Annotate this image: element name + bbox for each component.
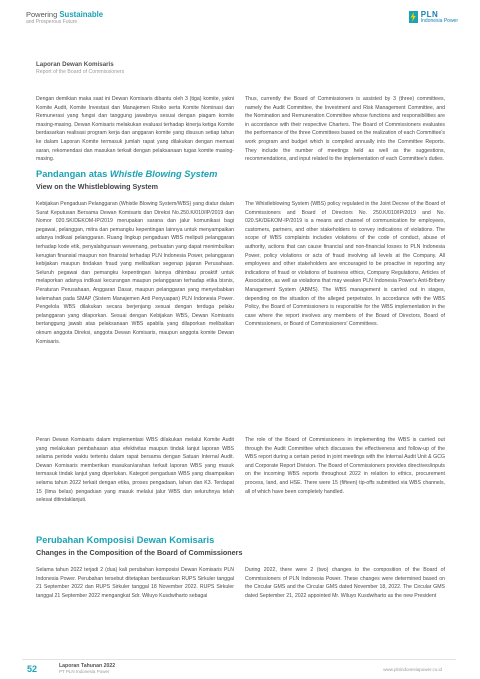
composition-heading-id: Perubahan Komposisi Dewan Komisaris — [36, 535, 215, 545]
footer-url[interactable]: www.plnindonesiapower.co.id — [383, 667, 442, 672]
composition-paragraph-id: Selama tahun 2022 terjadi 2 (dua) kali perubahan komposisi Dewan Komisaris PLN Indonesia Power. Perubahan tersebut ditetapkan berdasarkan RUPS Sirkuler tanggal 21 September 2022 dan RUPS Sirkuler tanggal 18 November 2022. RUPS Sirkuler tanggal 21 September 2022 mengangkat Sdr. Wiluyo Kusdwiharto sebagai — [36, 567, 234, 599]
wbs-paragraph2-id: Peran Dewan Komisaris dalam implementasi WBS dilakukan melalui Komite Audit yang melakukan pembahasan atas efektivitas maupun tindak lanjut laporan WBS selama periode waktu tertentu dalam rapat bersama dengan Satuan Internal Audit. Dewan Komisaris memberikan masukan/arahan terkait laporan WBS yang masuk termasuk tindak lanjut yang diperlukan. Kategori pengaduan WBS yang disampaikan selama tahun 2022 terkait dengan etika, proses pengadaan, lahan dan K3. Terdapat 15 (lima belas) pengaduan yang masuk melalui jalur WBS dan seluruhnya telah selesai ditindaklanjuti. — [36, 437, 234, 504]
lightning-bolt-icon — [409, 11, 418, 23]
wbs-paragraph1-en: The Whistleblowing System (WBS) policy regulated in the Joint Decree of the Board of Commissioners and Board of Directors No. 250.K/010/IP/2019 and No. 020.SK/DEKOM-IP/2019 is a means and channel of communication for employees, customers, partners, and other stakeholders to convey indications of violations. The scope of WBS complaints includes violations of the code of conduct, abuse of authority, actions that can cause financial and non-financial losses to PLN Indonesia Power, policy violations or acts of fraud involving all levels at the Company. All employees and other stakeholders are encouraged to be proactive in reporting any indications of fraud or violations of business ethics, Company Regulations, Articles of Association, as well as violations that may weaken PLN Indonesia Power's Anti-Bribery Management System (ABMS). The WBS management is carried out in stages, depending on the situation of the alleged perpetrator. In accordance with the WBS Policy, the Board of Commissioners is responsible for the WBS implementation in the case where the report involves any members of the Board of Directors, Board of Commissioners, or Board of Commissioners' Committees. — [245, 201, 445, 328]
page-number: 52 — [27, 664, 38, 674]
logo-name: PLN — [420, 10, 439, 19]
composition-paragraph-en: During 2022, there were 2 (two) changes to the composition of the Board of Commissioners of PLN Indonesia Power. These changes were determined based on the Circular GMS and the Circular GMS dated November 18, 2022. The Circular GMS dated September 21, 2022 appointed Mr. Wiluyo Kusdwiharto as the new President — [245, 567, 445, 599]
header-tagline — [26, 11, 103, 25]
wbs-paragraph1-id: Kebijakan Pengaduan Pelanggaran (Whistle Blowing System/WBS) yang diatur dalam Surat Keputusan Bersama Dewan Komisaris dan Direksi No.250.K/010/IP/2019 dan Nomor 020.SK/DEKOM-IP/2019 merupakan sarana dan jalur komunikasi bagi pegawai, pelanggan, mitra dan pemangku kepentingan lainnya untuk menyampaikan adanya indikasi pelanggaran. Ruang lingkup pengaduan WBS meliputi pelanggaran terhadap kode etik, penyalahgunaan wewenang, perbuatan yang dapat menimbulkan kerugian finansial maupun non finansial terhadap PLN Indonesia Power, pelanggaran kebijakan maupun tindakan fraud yang melibatkan segenap jajaran Perusahaan. Seluruh pegawai dan pemangku kepentingan lainnya dihimbau proaktif untuk melaporkan adanya indikasi kecurangan maupun pelanggaran terhadap etika bisnis, Peraturan Perusahaan, Anggaran Dasar, maupun pelanggaran yang menyebabkan kelemahan pada SMAP (Sistem Manajemen Anti Penyuapan) PLN Indonesia Power. Pengelola WBS dilakukan secara berjenjang sesuai dengan terduga pelaku pelanggaran yang dilaporkan. Sesuai dengan Kebijakan WBS, Dewan Komisaris bertanggung jawab atas pelaksanaan WBS apabila yang dilaporkan melibatkan oknum anggota Direksi, anggota Dewan Komisaris, maupun anggota komite Dewan Komisaris. — [36, 201, 234, 345]
wbs-paragraph2-en: The role of the Board of Commissioners in implementing the WBS is carried out through the Audit Committee which discusses the effectiveness and follow-up of the WBS report during a certain period in joint meetings with the Internal Audit Unit & GCG and Corporate Report Division. The Board of Commissioners provides directives/inputs on the incoming WBS reports throughout 2022 in relation to ethics, procurement process, land, and HSE. There were 15 (fifteen) tip-offs submitted via WBS channels, all of which have been completely handled. — [245, 437, 445, 495]
wbs-heading-id — [36, 169, 217, 179]
footer-divider — [22, 659, 456, 660]
tagline-prefix: Powering — [26, 10, 60, 19]
pln-logo — [409, 11, 458, 25]
section-title-en: Report of the Board of Commissioners — [36, 69, 125, 75]
wbs-heading-italic: Whistle Blowing System — [109, 169, 218, 179]
intro-paragraph-en: Thus, currently the Board of Commissioners is assisted by 3 (three) committees, namely the Audit Committee, the Investment and Risk Management Committee, and the Nomination and Remuneration Committee whose functions and responsibilities are in accordance with their respective Charters. The Board of Commissioners evaluates the performance of the three Committees based on the realization of each Committee's work program and budget which is compiled annually into the Committee Reports. They include the number of meetings held as well as the suggestions, recommendations, and input related to the implementation of each Committee's duties. — [245, 96, 445, 163]
wbs-heading-en: View on the Whistleblowing System — [36, 182, 159, 191]
section-title — [36, 61, 124, 75]
footer-report-sub: PT PLN Indonesia Power — [59, 669, 110, 675]
composition-heading-en: Changes in the Composition of the Board of Commissioners — [36, 548, 243, 557]
tagline-highlight: Sustainable — [59, 10, 104, 19]
footer-report-info — [59, 664, 115, 675]
tagline-line2: and Prosperous Future — [26, 18, 78, 25]
wbs-heading-prefix: Pandangan atas — [36, 169, 110, 179]
section-title-id: Laporan Dewan Komisaris — [36, 61, 114, 68]
intro-paragraph-id: Dengan demikian maka saat ini Dewan Komisaris dibantu oleh 3 (tiga) komite, yakni Komite Audit, Komite Investasi dan Manajemen Risiko serta Komite Nominasi dan Remunerasi yang fungsi dan tanggung jawabnya sesuai dengan piagam komite masing-masing. Dewan Komisaris melakukan evaluasi terhadap kinerja ketiga Komite berdasarkan realisasi program kerja dan anggaran komite yang disusun setiap tahun ke dalam Laporan Komite termasuk jumlah rapat yang dilakukan dengan memuat saran, rekomendasi dan masukan terkait dengan pelaksanaan tugas komite masing-masing. — [36, 96, 234, 163]
logo-sub: Indonesia Power — [420, 18, 458, 24]
footer-report-title: Laporan Tahunan 2022 — [59, 663, 116, 669]
